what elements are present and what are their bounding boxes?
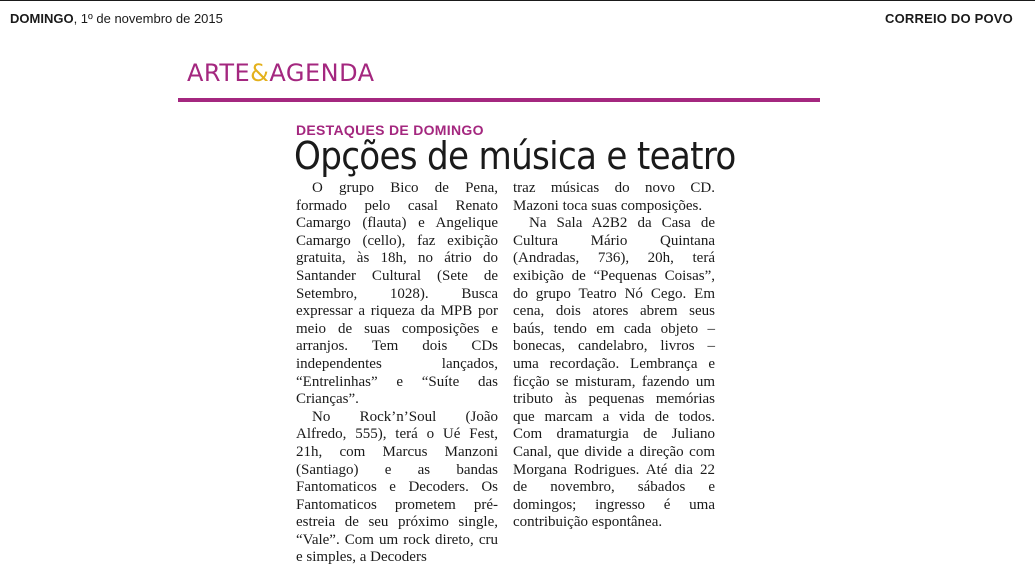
edition-day: DOMINGO [10,11,74,26]
edition-date-rest: , 1º de novembro de 2015 [73,11,223,26]
article-paragraph: O grupo Bico de Pena, formado pelo casal Renato Camargo (flauta) e Angelique Camargo (cello), faz exibição gratuita, às 18h, no átrio do Santander Cultural (Sete de Setembro, 1028). Busca expressar a riqueza da MPB por meio de suas composições e arranjos. Tem dois CDs independentes lançados, “Entrelinhas” e “Suíte das Crianças”. [296,180,498,408]
article-paragraph: Na Sala A2B2 da Casa de Cultura Mário Quintana (Andradas, 736), 20h, terá exibição de “Pequenas Coisas”, do grupo Teatro Nó Cego. Em cena, dois atores abrem seus baús, tendo em cada objeto – bonecas, candelabro, livros – uma recordação. Lembrança e ficção se misturam, fazendo um tributo às pequenas memórias que marcam a vida de todos. Com dramaturgia de Juliano Canal, que divide a direção com Morgana Rodrigues. Até dia 22 de novembro, sábados e domingos; ingresso é uma contribuição espontânea. [513,215,715,531]
article-column-1 [296,180,498,567]
article-paragraph: No Rock’n’Soul (João Alfredo, 555), terá o Ué Fest, 21h, com Marcus Manzoni (Santiago) e as bandas Fantomaticos e Decoders. Os Fantomaticos prometem pré-estreia de seu próximo single, “Vale”. Com um rock direto, cru e simples, a Decoders [296,408,498,566]
section-title-part2: AGENDA [269,59,375,87]
section-title-ampersand: & [250,59,270,87]
page-header-bar [0,0,1035,39]
article-kicker: DESTAQUES DE DOMINGO [296,122,484,138]
article-paragraph-continued: traz músicas do novo CD. Mazoni toca suas composições. [513,180,715,214]
article-headline: Opções de música e teatro [294,134,736,178]
newspaper-name: CORREIO DO POVO [885,11,1013,26]
edition-date [10,11,223,26]
article-column-2 [513,180,715,532]
section-divider [178,98,820,102]
section-title [187,61,375,85]
section-title-part1: ARTE [187,59,251,87]
